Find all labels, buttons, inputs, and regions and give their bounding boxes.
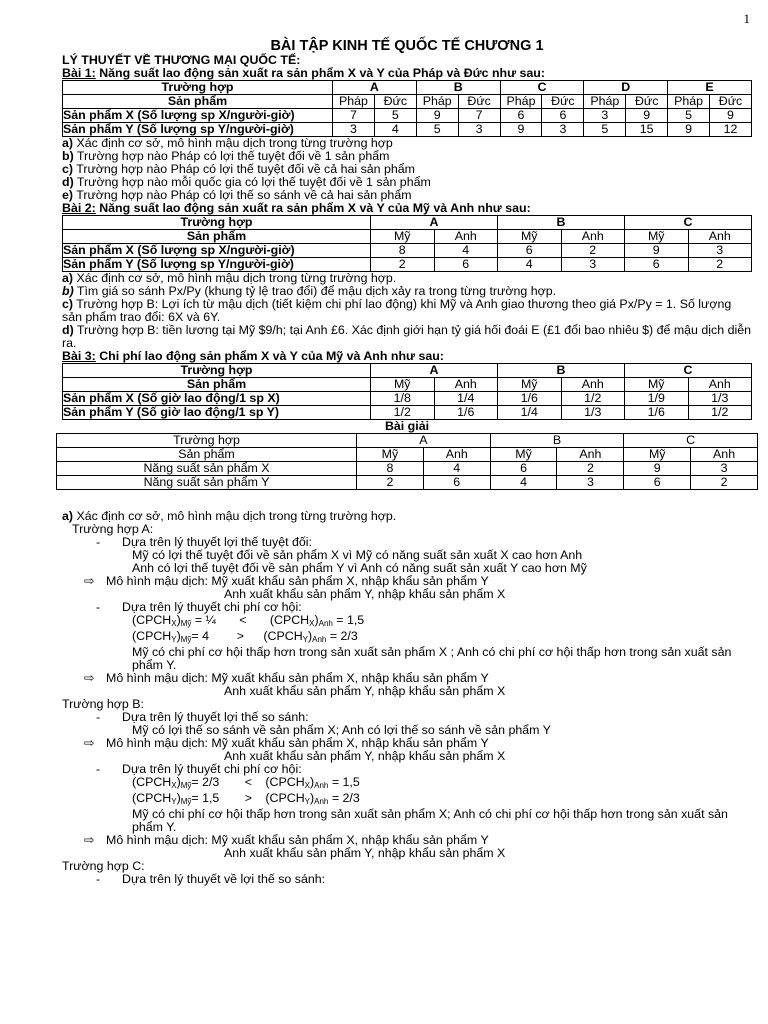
case-header: A	[357, 434, 491, 448]
table-cell: 1/3	[561, 406, 625, 420]
row-label: Sản phẩm X (Số lượng sp X/người-giờ)	[63, 109, 333, 123]
country-header: Mỹ	[490, 448, 557, 462]
table-row	[63, 244, 752, 258]
case-header: A	[371, 364, 498, 378]
eq-text: )	[310, 775, 315, 789]
country-header: Mỹ	[357, 448, 424, 462]
eq-sub: Y	[171, 635, 177, 644]
row-label: Năng suất sản phẩm X	[57, 462, 357, 476]
table-cell: 1/4	[434, 392, 498, 406]
question-text: Trường hợp nào Pháp có lợi thế tuyệt đối về 1 sản phẩm	[73, 149, 390, 163]
eq-text: (CPCH	[263, 629, 303, 643]
case-b-comparative-1: Mỹ có lợi thế so sánh về sản phẩm X; Anh có lợi thế so sánh về sản phẩm Y	[132, 723, 551, 737]
table-cell: 3	[333, 123, 375, 137]
arrow-icon: ⇨	[84, 736, 95, 750]
country-header: Mỹ	[371, 230, 435, 244]
case-a-absolute-text: Dựa trên lý thuyết lợi thế tuyệt đối:	[122, 535, 312, 549]
case-header: E	[668, 81, 752, 95]
table-cell: 6	[500, 109, 542, 123]
table-cell: 9	[710, 109, 752, 123]
country-header: Anh	[561, 230, 625, 244]
question-key: a)	[62, 271, 74, 285]
question-text: Trường hợp nào Pháp có lợi thế tuyệt đối về cả hai sản phẩm	[73, 162, 415, 176]
table-row	[63, 95, 752, 109]
eq-op: <	[244, 775, 253, 789]
country-header: Mỹ	[498, 230, 562, 244]
table-row	[57, 434, 758, 448]
eq-value: = 4	[191, 629, 209, 643]
row-label: Sản phẩm X (Số lượng sp X/người-giờ)	[63, 244, 371, 258]
table-cell: 6	[625, 258, 689, 272]
exercise-2-text: Năng suất lao động sản xuất ra sản phẩm X và Y của Mỹ và Anh như sau:	[95, 201, 531, 215]
case-a-opp-eq-1	[132, 614, 752, 630]
table-cell: 1/9	[625, 392, 689, 406]
document-page	[62, 12, 752, 886]
eq-text: )	[310, 791, 315, 805]
table-cell: 4	[490, 476, 557, 490]
country-header: Anh	[688, 230, 752, 244]
arrow-icon: ⇨	[84, 833, 95, 847]
country-header: Pháp	[584, 95, 626, 109]
case-header: C	[624, 434, 758, 448]
table-cell: 9	[624, 462, 691, 476]
case-a-heading: Trường hợp A:	[72, 522, 154, 536]
case-header: C	[625, 364, 752, 378]
case-a-model-2-text: Mô hình mậu dịch: Mỹ xuất khẩu sản phẩm X, nhập khẩu sản phẩm Y	[106, 671, 489, 685]
question-item	[62, 298, 752, 324]
table-cell: 5	[584, 123, 626, 137]
eq-sub: Anh	[312, 635, 327, 644]
case-b-model-1-text: Mô hình mậu dịch: Mỹ xuất khẩu sản phẩm X, nhập khẩu sản phẩm Y	[106, 736, 489, 750]
table-cell: 7	[333, 109, 375, 123]
case-c-heading: Trường hợp C:	[62, 859, 145, 873]
case-header-label: Trường hợp	[63, 216, 371, 230]
case-header-label: Trường hợp	[63, 81, 333, 95]
exercise-1-questions	[62, 137, 752, 202]
solution-a-key: a)	[62, 509, 74, 523]
table-cell: 4	[498, 258, 562, 272]
table-cell: 3	[557, 476, 624, 490]
question-key: d)	[62, 175, 74, 189]
case-a-model-1-text: Mô hình mậu dịch: Mỹ xuất khẩu sản phẩm X, nhập khẩu sản phẩm Y	[106, 574, 489, 588]
table-cell: 4	[423, 462, 490, 476]
page-title: BÀI TẬP KINH TẾ QUỐC TẾ CHƯƠNG 1	[270, 38, 544, 54]
arrow-icon: ⇨	[84, 574, 95, 588]
case-c-comparative	[96, 873, 752, 886]
country-header: Anh	[561, 378, 625, 392]
exercise-2-table	[62, 215, 752, 272]
bullet-dash: -	[96, 762, 101, 776]
country-header: Pháp	[416, 95, 458, 109]
table-row	[63, 109, 752, 123]
country-header: Anh	[688, 378, 752, 392]
exercise-1-label: Bài 1:	[62, 66, 96, 80]
table-row	[57, 462, 758, 476]
table-cell: 8	[357, 462, 424, 476]
country-header: Mỹ	[625, 230, 689, 244]
question-key: c)	[62, 297, 74, 311]
country-header: Mỹ	[498, 378, 562, 392]
eq-op: >	[236, 629, 245, 643]
table-row	[63, 378, 752, 392]
exercise-1-table	[62, 80, 752, 137]
table-cell: 3	[688, 244, 752, 258]
eq-text: )	[176, 629, 181, 643]
eq-op: <	[239, 613, 247, 627]
case-b-opportunity-text: Dựa trên lý thuyết chi phí cơ hội:	[122, 762, 302, 776]
question-text: Trường hợp B: Lợi ích từ mậu dịch (tiết kiệm chi phí lao động) khi Mỹ và Anh giao thương theo giá Px/Py = 1. Số lượng sản phẩm trao đổi: 6X và 6Y.	[62, 297, 732, 324]
table-cell: 4	[434, 244, 498, 258]
table-cell: 1/2	[371, 406, 435, 420]
table-cell: 2	[688, 258, 752, 272]
question-key: c)	[62, 162, 74, 176]
country-header: Anh	[434, 230, 498, 244]
case-header-label: Trường hợp	[63, 364, 371, 378]
table-cell: 2	[557, 462, 624, 476]
arrow-icon: ⇨	[84, 671, 95, 685]
question-text: Xác định cơ sở, mô hình mậu dịch trong từng trường hợp.	[73, 271, 397, 285]
eq-sub: Anh	[314, 797, 329, 806]
table-cell: 3	[691, 462, 758, 476]
table-cell: 6	[498, 244, 562, 258]
country-header: Đức	[710, 95, 752, 109]
question-key: e)	[62, 188, 74, 202]
eq-sub: Mỹ	[180, 781, 192, 790]
table-cell: 1/6	[434, 406, 498, 420]
eq-sub: Anh	[314, 781, 329, 790]
table-cell: 1/6	[625, 406, 689, 420]
table-cell: 9	[626, 109, 668, 123]
table-cell: 9	[668, 123, 710, 137]
eq-text: (CPCH	[269, 613, 310, 627]
country-header: Mỹ	[371, 378, 435, 392]
country-header: Pháp	[333, 95, 375, 109]
country-header: Anh	[691, 448, 758, 462]
exercise-1-heading	[62, 67, 752, 80]
table-row	[63, 81, 752, 95]
case-b-heading: Trường hợp B:	[62, 697, 144, 711]
eq-sub: Y	[304, 797, 310, 806]
case-a-absolute-2: Anh có lợi thế tuyệt đối về sản phẩm Y vì Anh có năng suất sản xuất Y cao hơn Mỹ	[132, 561, 587, 575]
eq-text: (CPCH	[265, 775, 305, 789]
product-header-label: Sản phẩm	[57, 448, 357, 462]
case-c-comparative-text: Dựa trên lý thuyết về lợi thế so sánh:	[122, 872, 326, 886]
case-b-model-1b: Anh xuất khẩu sản phẩm Y, nhập khẩu sản phẩm X	[224, 749, 506, 763]
country-header: Anh	[423, 448, 490, 462]
eq-value: = 2/3	[328, 791, 360, 805]
case-a-opp-conclusion: Mỹ có chi phí cơ hội thấp hơn trong sản xuất sản phẩm X ; Anh có chi phí cơ hội thấp hơn trong sản xuất sản phẩm Y.	[132, 645, 732, 672]
question-item	[62, 324, 752, 350]
eq-sub: Mỹ	[180, 635, 192, 644]
eq-text: )	[176, 775, 181, 789]
country-header: Mỹ	[624, 448, 691, 462]
question-key: d)	[62, 323, 74, 337]
table-cell: 6	[624, 476, 691, 490]
exercise-3-label: Bài 3:	[62, 349, 96, 363]
country-header: Pháp	[668, 95, 710, 109]
table-cell: 9	[416, 109, 458, 123]
country-header: Đức	[626, 95, 668, 109]
eq-sub: Mỹ	[180, 797, 192, 806]
exercise-2-heading	[62, 202, 752, 215]
section-heading: LÝ THUYẾT VỀ THƯƠNG MẠI QUỐC TẾ:	[62, 53, 301, 67]
eq-sub: Anh	[318, 619, 333, 628]
solution-a-text: Xác định cơ sở, mô hình mậu dịch trong từng trường hợp.	[73, 509, 397, 523]
solution-table	[56, 433, 758, 490]
exercise-3-text: Chi phí lao động sản phẩm X và Y của Mỹ và Anh như sau:	[95, 349, 444, 363]
solution-a-line	[62, 510, 752, 523]
eq-value: = 1,5	[328, 775, 360, 789]
eq-sub: X	[304, 781, 310, 790]
case-b-model-2b: Anh xuất khẩu sản phẩm Y, nhập khẩu sản phẩm X	[224, 846, 506, 860]
case-a-opp-eq-2	[132, 630, 752, 646]
case-header: C	[500, 81, 584, 95]
table-row	[63, 406, 752, 420]
table-cell: 2	[371, 258, 435, 272]
eq-text: )	[308, 629, 313, 643]
country-header: Anh	[557, 448, 624, 462]
row-label: Sản phẩm Y (Số lượng sp Y/người-giờ)	[63, 123, 333, 137]
row-label: Năng suất sản phẩm Y	[57, 476, 357, 490]
table-cell: 9	[625, 244, 689, 258]
eq-text: )	[314, 613, 319, 627]
page-number: 1	[743, 11, 750, 26]
row-label: Sản phẩm Y (Số lượng sp Y/người-giờ)	[63, 258, 371, 272]
table-cell: 4	[374, 123, 416, 137]
table-row	[63, 216, 752, 230]
table-row	[63, 258, 752, 272]
row-label: Sản phẩm Y (Số giờ lao động/1 sp Y)	[63, 406, 371, 420]
table-row	[63, 230, 752, 244]
table-cell: 5	[416, 123, 458, 137]
question-text: Trường hợp nào Pháp có lợi thế so sánh về cả hai sản phẩm	[73, 188, 412, 202]
table-cell: 3	[542, 123, 584, 137]
bullet-dash: -	[96, 600, 101, 614]
solution-heading: Bài giải	[384, 419, 430, 433]
case-a-opportunity-text: Dựa trên lý thuyết chi phí cơ hội:	[122, 600, 302, 614]
country-header: Đức	[542, 95, 584, 109]
eq-sub: X	[171, 619, 177, 628]
eq-value: = 1,5	[191, 791, 220, 805]
question-key: b)	[62, 284, 74, 298]
bullet-dash: -	[96, 872, 101, 886]
eq-value: = ¼	[191, 613, 216, 627]
case-header: B	[490, 434, 624, 448]
question-text: Trường hợp nào mỗi quốc gia có lợi thế tuyệt đối về 1 sản phẩm	[73, 175, 431, 189]
eq-value: = 1,5	[332, 613, 365, 627]
table-cell: 6	[434, 258, 498, 272]
case-a-absolute-1: Mỹ có lợi thế tuyệt đối về sản phẩm X vì Mỹ có năng suất sản xuất X cao hơn Anh	[132, 548, 583, 562]
country-header: Đức	[374, 95, 416, 109]
eq-sub: Y	[302, 635, 308, 644]
case-b-opp-eq-1	[132, 776, 752, 792]
table-cell: 2	[357, 476, 424, 490]
case-header: A	[371, 216, 498, 230]
bullet-dash: -	[96, 535, 101, 549]
table-cell: 3	[561, 258, 625, 272]
eq-text: )	[176, 613, 181, 627]
country-header: Đức	[458, 95, 500, 109]
table-row	[63, 364, 752, 378]
product-header-label: Sản phẩm	[63, 95, 333, 109]
question-text: Tìm giá so sánh Px/Py (khung tỷ lệ trao đổi) để mậu dịch xảy ra trong từng trường hợp.	[73, 284, 557, 298]
question-key: b)	[62, 149, 74, 163]
table-cell: 1/4	[498, 406, 562, 420]
eq-value: = 2/3	[191, 775, 220, 789]
table-cell: 1/2	[561, 392, 625, 406]
row-label: Sản phẩm X (Số giờ lao động/1 sp X)	[63, 392, 371, 406]
eq-sub: X	[309, 619, 315, 628]
table-cell: 1/8	[371, 392, 435, 406]
question-text: Xác định cơ sở, mô hình mậu dịch trong từng trường hợp	[73, 136, 393, 150]
table-cell: 12	[710, 123, 752, 137]
case-header: C	[625, 216, 752, 230]
exercise-2-label: Bài 2:	[62, 201, 96, 215]
case-header: D	[584, 81, 668, 95]
case-header: B	[416, 81, 500, 95]
case-header: B	[498, 364, 625, 378]
exercise-2-questions	[62, 272, 752, 350]
eq-text: )	[176, 791, 181, 805]
table-row	[57, 476, 758, 490]
country-header: Mỹ	[625, 378, 689, 392]
product-header-label: Sản phẩm	[63, 230, 371, 244]
case-b-opp-eq-2	[132, 792, 752, 808]
table-cell: 5	[374, 109, 416, 123]
case-header-label: Trường hợp	[57, 434, 357, 448]
question-text: Trường hợp B: tiền lương tại Mỹ $9/h; tại Anh £6. Xác định giới hạn tỷ giá hối đoái E (£1 đổi bao nhiêu $) để mậu dịch diễn ra.	[62, 323, 751, 350]
case-a-model-1b: Anh xuất khẩu sản phẩm Y, nhập khẩu sản phẩm X	[224, 587, 506, 601]
table-row	[57, 448, 758, 462]
case-a-model-2b: Anh xuất khẩu sản phẩm Y, nhập khẩu sản phẩm X	[224, 684, 506, 698]
bullet-dash: -	[96, 710, 101, 724]
table-cell: 3	[584, 109, 626, 123]
table-cell: 5	[668, 109, 710, 123]
table-cell: 15	[626, 123, 668, 137]
eq-text: (CPCH	[132, 613, 172, 627]
table-cell: 9	[500, 123, 542, 137]
case-header: B	[498, 216, 625, 230]
eq-text: (CPCH	[265, 791, 305, 805]
case-b-opp-conclusion: Mỹ có chi phí cơ hội thấp hơn trong sản xuất sản phẩm X; Anh có chi phí cơ hội thấp hơn trong sản xuất sản phẩm Y.	[132, 807, 728, 834]
exercise-3-heading	[62, 350, 752, 363]
exercise-1-text: Năng suất lao động sản xuất ra sản phẩm X và Y của Pháp và Đức như sau:	[95, 66, 545, 80]
eq-op: >	[244, 791, 253, 805]
table-row	[63, 392, 752, 406]
case-header: A	[333, 81, 417, 95]
table-cell: 6	[542, 109, 584, 123]
table-cell: 6	[490, 462, 557, 476]
exercise-3-table	[62, 363, 752, 420]
table-cell: 2	[561, 244, 625, 258]
country-header: Anh	[434, 378, 498, 392]
table-row	[63, 123, 752, 137]
case-b-comparative-text: Dựa trên lý thuyết lợi thế so sánh:	[122, 710, 309, 724]
table-cell: 2	[691, 476, 758, 490]
eq-text: (CPCH	[132, 629, 172, 643]
eq-sub: X	[171, 781, 177, 790]
eq-sub: Mỹ	[180, 619, 192, 628]
table-cell: 1/3	[688, 392, 752, 406]
table-cell: 1/2	[688, 406, 752, 420]
table-cell: 6	[423, 476, 490, 490]
eq-sub: Y	[171, 797, 177, 806]
table-cell: 1/6	[498, 392, 562, 406]
table-cell: 7	[458, 109, 500, 123]
eq-value: = 2/3	[326, 629, 358, 643]
table-cell: 3	[458, 123, 500, 137]
question-key: a)	[62, 136, 74, 150]
case-b-model-2-text: Mô hình mậu dịch: Mỹ xuất khẩu sản phẩm X, nhập khẩu sản phẩm Y	[106, 833, 489, 847]
table-cell: 8	[371, 244, 435, 258]
eq-text: (CPCH	[132, 775, 172, 789]
product-header-label: Sản phẩm	[63, 378, 371, 392]
country-header: Pháp	[500, 95, 542, 109]
eq-text: (CPCH	[132, 791, 172, 805]
